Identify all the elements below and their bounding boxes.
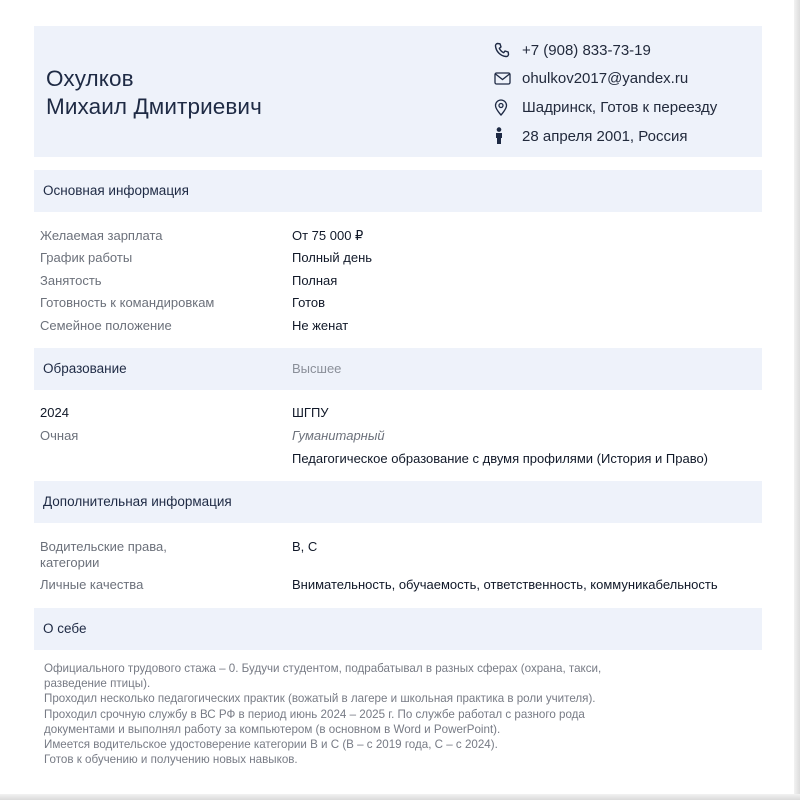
row-label: Желаемая зарплата: [40, 228, 163, 243]
row-value: Полный день: [292, 250, 373, 265]
email-text[interactable]: ohulkov2017@yandex.ru: [522, 70, 689, 88]
page-edge-shadow: [794, 0, 800, 800]
row-label: График работы: [40, 250, 133, 265]
about-line: Имеется водительское удостоверение категории B и C (B – с 2019 года, C – с 2024).: [44, 738, 498, 752]
row-value: От 75 000 ₽: [292, 228, 364, 243]
phone-icon: [494, 40, 522, 60]
about-line: Официального трудового стажа – 0. Будучи студентом, подрабатывал в разных сферах (охрана, такси,: [44, 662, 602, 675]
education-year: 2024: [40, 405, 69, 420]
about-line: Готов к обучению и получению новых навыков.: [44, 753, 298, 767]
row-value: B, C: [292, 539, 318, 554]
row-value: Не женат: [292, 318, 349, 333]
section-title: Дополнительная информация: [43, 494, 232, 509]
last-name: Охулков: [46, 66, 134, 91]
contact-location: [494, 93, 717, 122]
section-education: [34, 348, 762, 390]
row-value: Внимательность, обучаемость, ответственность, коммуникабельность: [292, 577, 718, 592]
about-line: документами и выполнял работу за компьютером (в основном в Word и PowerPoint).: [44, 722, 501, 736]
section-title: О себе: [43, 621, 87, 636]
section-about: [34, 608, 762, 650]
section-basic-info: [34, 170, 762, 212]
row-label: Личные качества: [40, 577, 144, 592]
row-label: Водительские права, категории: [40, 539, 167, 570]
contact-birth: [494, 122, 717, 151]
full-name: [46, 65, 262, 121]
about-text: [44, 661, 754, 767]
resume-header: [34, 26, 762, 157]
section-title: Основная информация: [43, 183, 189, 198]
row-label: Семейное положение: [40, 318, 172, 333]
phone-text[interactable]: +7 (908) 833-73-19: [522, 41, 651, 59]
birth-text: 28 апреля 2001, Россия: [522, 127, 688, 145]
person-icon: [494, 126, 522, 146]
section-additional-info: [34, 481, 762, 523]
contact-phone: [494, 36, 717, 65]
education-institution: ШГПУ: [292, 405, 329, 420]
education-faculty: Гуманитарный: [292, 428, 385, 443]
section-title: Образование: [43, 361, 127, 376]
row-label: Занятость: [40, 273, 102, 288]
row-value: Полная: [292, 273, 338, 288]
row-label: Готовность к командировкам: [40, 295, 215, 310]
education-form: Очная: [40, 428, 79, 443]
education-specialty: Педагогическое образование с двумя профилями (История и Право): [292, 451, 709, 466]
about-line: Проходил срочную службу в ВС РФ в период июнь 2024 – 2025 г. По службе работал с разного рода: [44, 707, 585, 721]
education-level: Высшее: [292, 361, 342, 376]
row-value: Готов: [292, 295, 326, 310]
contact-email: [494, 65, 717, 94]
about-line: разведение птицы).: [44, 677, 151, 691]
about-line: Проходил несколько педагогических практик (вожатый в лагере и школьная практика в роли учителя).: [44, 692, 596, 706]
page-edge-shadow: [0, 794, 800, 800]
mail-icon: [494, 69, 522, 89]
location-text: Шадринск, Готов к переезду: [522, 98, 718, 116]
contacts-block: [494, 36, 717, 150]
location-pin-icon: [494, 97, 522, 117]
first-middle-name: Михаил Дмитриевич: [46, 94, 262, 119]
